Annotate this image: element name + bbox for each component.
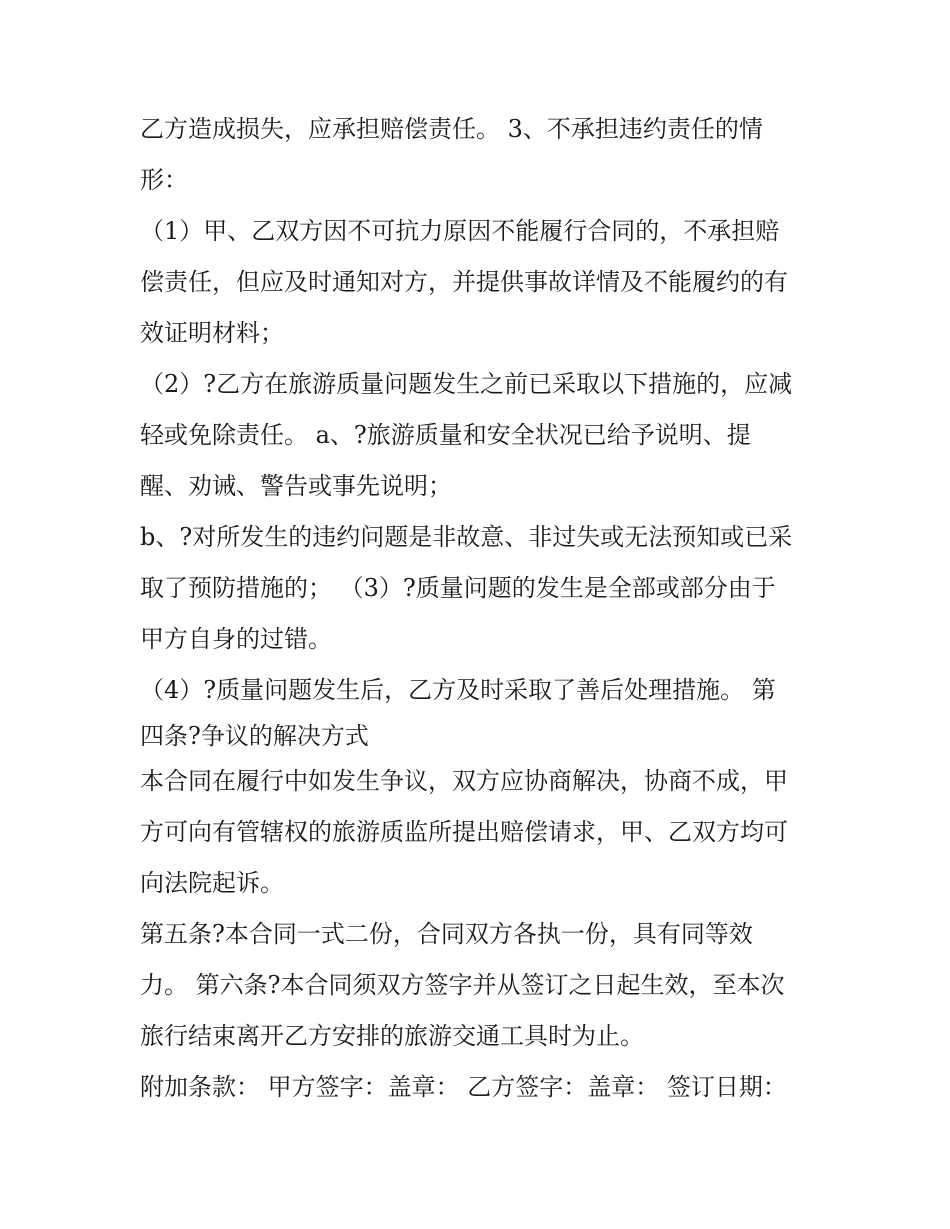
text-line: 向法院起诉。 [140, 869, 284, 897]
text-line: 效证明材料； [140, 319, 284, 347]
text-line: 偿责任，但应及时通知对方，并提供事故详情及不能履约的有 [140, 268, 788, 296]
text-line: 四条?争议的解决方式 [140, 722, 369, 750]
text-line: 取了预防措施的； （3）?质量问题的发生是全部或部分由于 [140, 574, 776, 602]
text-line: 醒、劝诫、警告或事先说明； [140, 472, 452, 500]
document-body [140, 104, 820, 1113]
text-line: 本合同在履行中如发生争议，双方应协商解决，协商不成，甲 [140, 767, 788, 795]
text-line: （2）?乙方在旅游质量问题发生之前已采取以下措施的，应减 [140, 370, 793, 398]
text-line: 乙方造成损失，应承担赔偿责任。 3、不承担违约责任的情 [140, 115, 763, 143]
text-line: （1）甲、乙双方因不可抗力原因不能履行合同的，不承担赔 [140, 217, 780, 245]
text-line: 力。 第六条?本合同须双方签字并从签订之日起生效，至本次 [140, 971, 785, 999]
text-line: 第五条?本合同一式二份，合同双方各执一份，具有同等效 [140, 920, 753, 948]
text-line: 方可向有管辖权的旅游质监所提出赔偿请求，甲、乙双方均可 [140, 818, 788, 846]
text-line: 轻或免除责任。 a、?旅游质量和安全状况已给予说明、提 [140, 421, 751, 449]
text-line: 甲方自身的过错。 [140, 625, 332, 653]
text-line: （4）?质量问题发生后，乙方及时采取了善后处理措施。 第 [140, 676, 776, 704]
text-line: 旅行结束离开乙方安排的旅游交通工具时为止。 [140, 1022, 644, 1050]
text-line: b、?对所发生的违约问题是非故意、非过失或无法预知或已采 [140, 523, 793, 551]
text-line: 附加条款： 甲方签字：盖章： 乙方签字：盖章： 签订日期： [140, 1073, 787, 1101]
text-line: 形： [140, 166, 188, 194]
